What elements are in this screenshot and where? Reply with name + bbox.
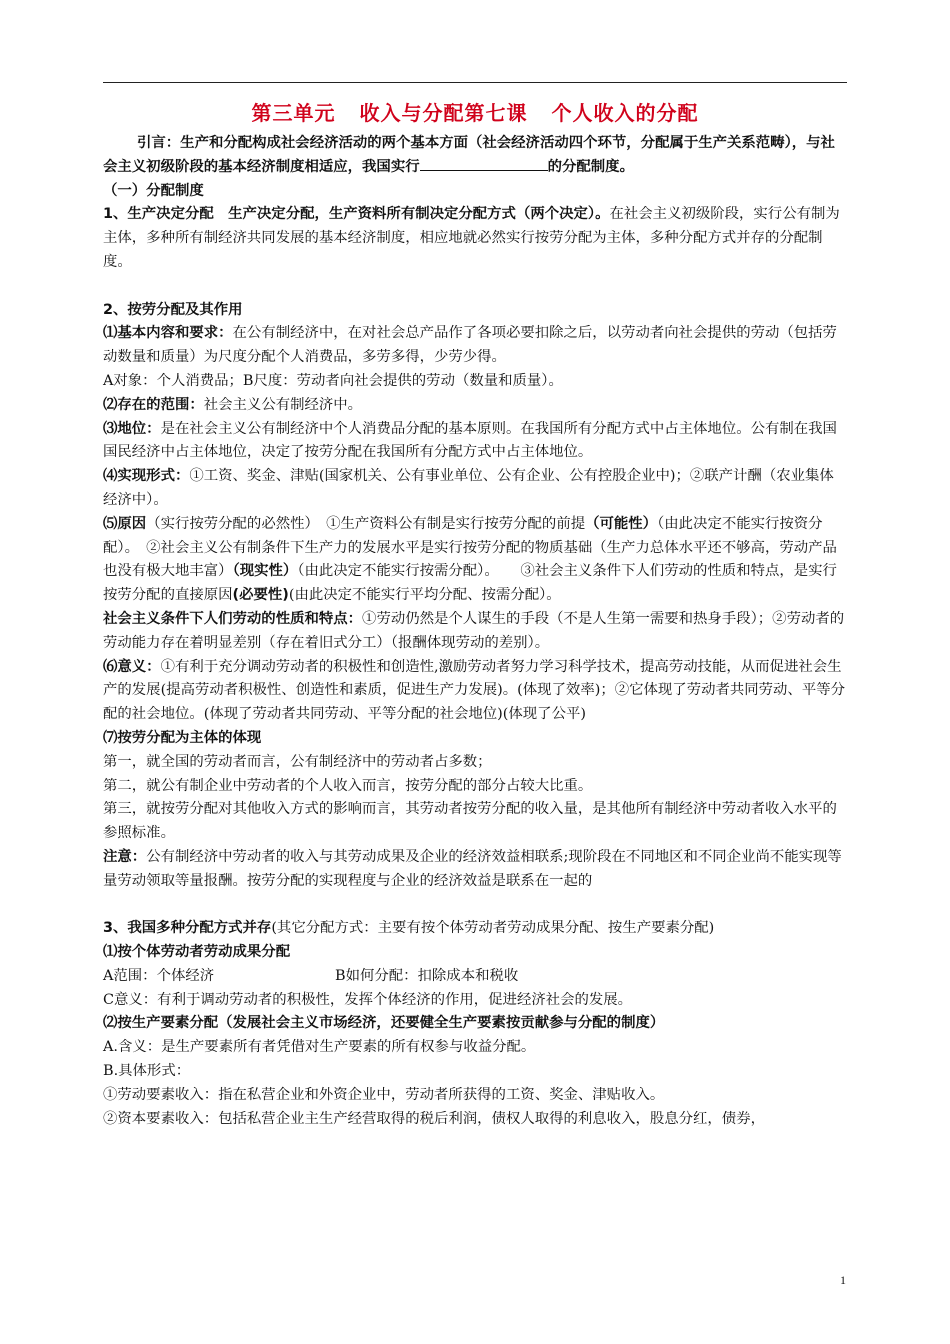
- item-a: A范围：个体经济: [103, 967, 215, 984]
- sec3-sub-1: ⑴按个体劳动者劳动成果分配: [103, 944, 291, 961]
- item-text: ①有利于充分调动劳动者的积极性和创造性,激励劳动者努力学习科学技术，提高劳动技能，从而促进社会生产的发展(提高劳动者积极性、创造性和素质，促进生产力发展)。(体现了效率)；②它体现了劳动者共同劳动、平等分配的社会地位。(体现了劳动者共同劳动、平等分配的社会地位)(体现了公平): [103, 658, 845, 723]
- sec3-sub-1-c: C意义：有利于调动劳动者的积极性，发挥个体经济的作用，促进经济社会的发展。: [103, 991, 633, 1008]
- item-label: ⑵存在的范围：: [103, 396, 204, 413]
- item-emphasis: (必要性): [232, 587, 289, 604]
- sec2-item-1-ab: A对象：个人消费品；B尺度：劳动者向社会提供的劳动（数量和质量）。: [103, 372, 563, 389]
- page-title: [103, 97, 847, 126]
- item-text: 是在社会主义公有制经济中个人消费品分配的基本原则。在我国所有分配方式中占主体地位。公有制在我国国民经济中占主体地位，决定了按劳分配在我国所有分配方式中占主体地位。: [103, 420, 837, 461]
- item-label: 社会主义条件下人们劳动的性质和特点：: [103, 610, 363, 627]
- item-label: ⑶地位：: [103, 420, 161, 437]
- sec3-sub-2-a: A.含义：是生产要素所有者凭借对生产要素的所有权参与收益分配。: [103, 1039, 536, 1056]
- top-rule: [103, 82, 847, 83]
- sec1-lead: 1、生产决定分配 生产决定分配，生产资料所有制决定分配方式（两个决定）。: [103, 206, 610, 223]
- sec3-sub-2-b: B.具体形式：: [103, 1063, 191, 1080]
- title-section: 收入与分配第七课: [359, 101, 528, 125]
- item-text: （实行按劳分配的必然性） ①生产资料公有制是实行按劳分配的前提: [146, 515, 586, 532]
- title-unit: 第三单元: [251, 101, 336, 125]
- intro-text: 引言：生产和分配构成社会经济活动的两个基本方面（社会经济活动四个环节，分配属于生产关系范畴），与社会主义初级阶段的基本经济制度相适应，我国实行: [103, 135, 835, 175]
- sec3-sub-1-ab: [103, 965, 848, 989]
- title-lesson: 个人收入的分配: [551, 101, 699, 125]
- item-text: (由此决定不能实行平均分配、按需分配）。: [288, 587, 561, 604]
- sec2-item-2: [103, 394, 848, 418]
- sec2-item-6: [103, 656, 848, 727]
- intro-text-end: 的分配制度。: [547, 158, 634, 175]
- sec3-sub-2-1: ①劳动要素收入：指在私营企业和外资企业中，劳动者所获得的工资、奖金、津贴收入。: [103, 1086, 665, 1103]
- note-text: 公有制经济中劳动者的收入与其劳动成果及企业的经济效益相联系;现阶段在不同地区和不同企业尚不能实现等量劳动领取等量报酬。按劳分配的实现程度与企业的经济效益是联系在一起的: [103, 848, 842, 889]
- item-text: （由此决定不能实行按需分配）。 ③社会主义条件下人们劳动的性质和特点，是实行按劳分配的直接原因: [103, 563, 837, 604]
- note-label: 注意：: [103, 848, 147, 865]
- sec2-item-1: [103, 322, 848, 370]
- sec3-sub-2-2: ②资本要素收入：包括私营企业主生产经营取得的税后利润，债权人取得的利息收入，股息分红，债券，: [103, 1110, 765, 1127]
- sec2-item-7-2: 第二，就公有制企业中劳动者的个人收入而言，按劳分配的部分占较大比重。: [103, 777, 593, 794]
- document-body: [103, 132, 848, 1131]
- intro-paragraph: [103, 132, 848, 180]
- sec2-item-7: ⑺按劳分配为主体的体现: [103, 729, 262, 746]
- sec3-sub-2: ⑵按生产要素分配（发展社会主义市场经济，还要健全生产要素按贡献参与分配的制度）: [103, 1015, 665, 1032]
- sec1-text: 在社会主义初级阶段，实行公有制为主体，多种所有制经济共同发展的基本经济制度，相应地就必然实行按劳分配为主体，多种分配方式并存的分配制度。: [103, 206, 840, 270]
- heading-text: (其它分配方式：主要有按个体劳动者劳动成果分配、按生产要素分配): [271, 920, 715, 937]
- item-text: 在公有制经济中，在对社会总产品作了各项必要扣除之后，以劳动者向社会提供的劳动（包括劳动数量和质量）为尺度分配个人消费品，多劳多得，少劳少得。: [103, 325, 837, 366]
- item-label: ⑹意义：: [103, 658, 161, 675]
- item-text: （由此决定不能实行按资分配）。 ②社会主义公有制条件下生产力的发展水平是实行按劳分配的物质基础（生产力总体水平还不够高，劳动产品也没有极大地丰富）: [103, 515, 837, 580]
- heading-label: 3、我国多种分配方式并存: [103, 920, 272, 937]
- sec2-item-4: [103, 465, 848, 513]
- item-emphasis: （现实性）: [232, 563, 298, 580]
- sec2-item-7-1: 第一，就全国的劳动者而言，公有制经济中的劳动者占多数；: [103, 753, 492, 770]
- fill-in-blank: [420, 156, 548, 171]
- item-text: ①工资、奖金、津贴(国家机关、公有事业单位、公有企业、公有控股企业中)；②联产计酬（农业集体经济中）。: [103, 468, 834, 508]
- sec2-heading: 2、按劳分配及其作用: [103, 301, 243, 318]
- page-number: 1: [840, 1273, 846, 1287]
- sec2-nature: [103, 608, 848, 656]
- sec2-item-3: [103, 418, 848, 466]
- sec2-item-7-3: 第三，就按劳分配对其他收入方式的影响而言，其劳动者按劳分配的收入量，是其他所有制经济中劳动者收入水平的参照标准。: [103, 801, 837, 842]
- item-label: ⑸原因: [103, 515, 147, 532]
- item-b: B如何分配：扣除成本和税收: [335, 967, 519, 984]
- item-emphasis: （可能性）: [585, 515, 658, 532]
- sec2-item-5: [103, 513, 848, 608]
- item-text: ①劳动仍然是个人谋生的手段（不是人生第一需要和热身手段）；②劳动者的劳动能力存在着明显差别（存在着旧式分工）（报酬体现劳动的差别）。: [103, 610, 845, 651]
- sec1-heading: （一）分配制度: [103, 182, 204, 199]
- sec3-heading: [103, 917, 848, 941]
- item-label: ⑷实现形式：: [103, 468, 190, 485]
- item-label: ⑴基本内容和要求：: [103, 325, 233, 342]
- item-text: 社会主义公有制经济中。: [203, 396, 363, 413]
- sec2-note: [103, 846, 848, 894]
- sec1-paragraph: [103, 203, 848, 274]
